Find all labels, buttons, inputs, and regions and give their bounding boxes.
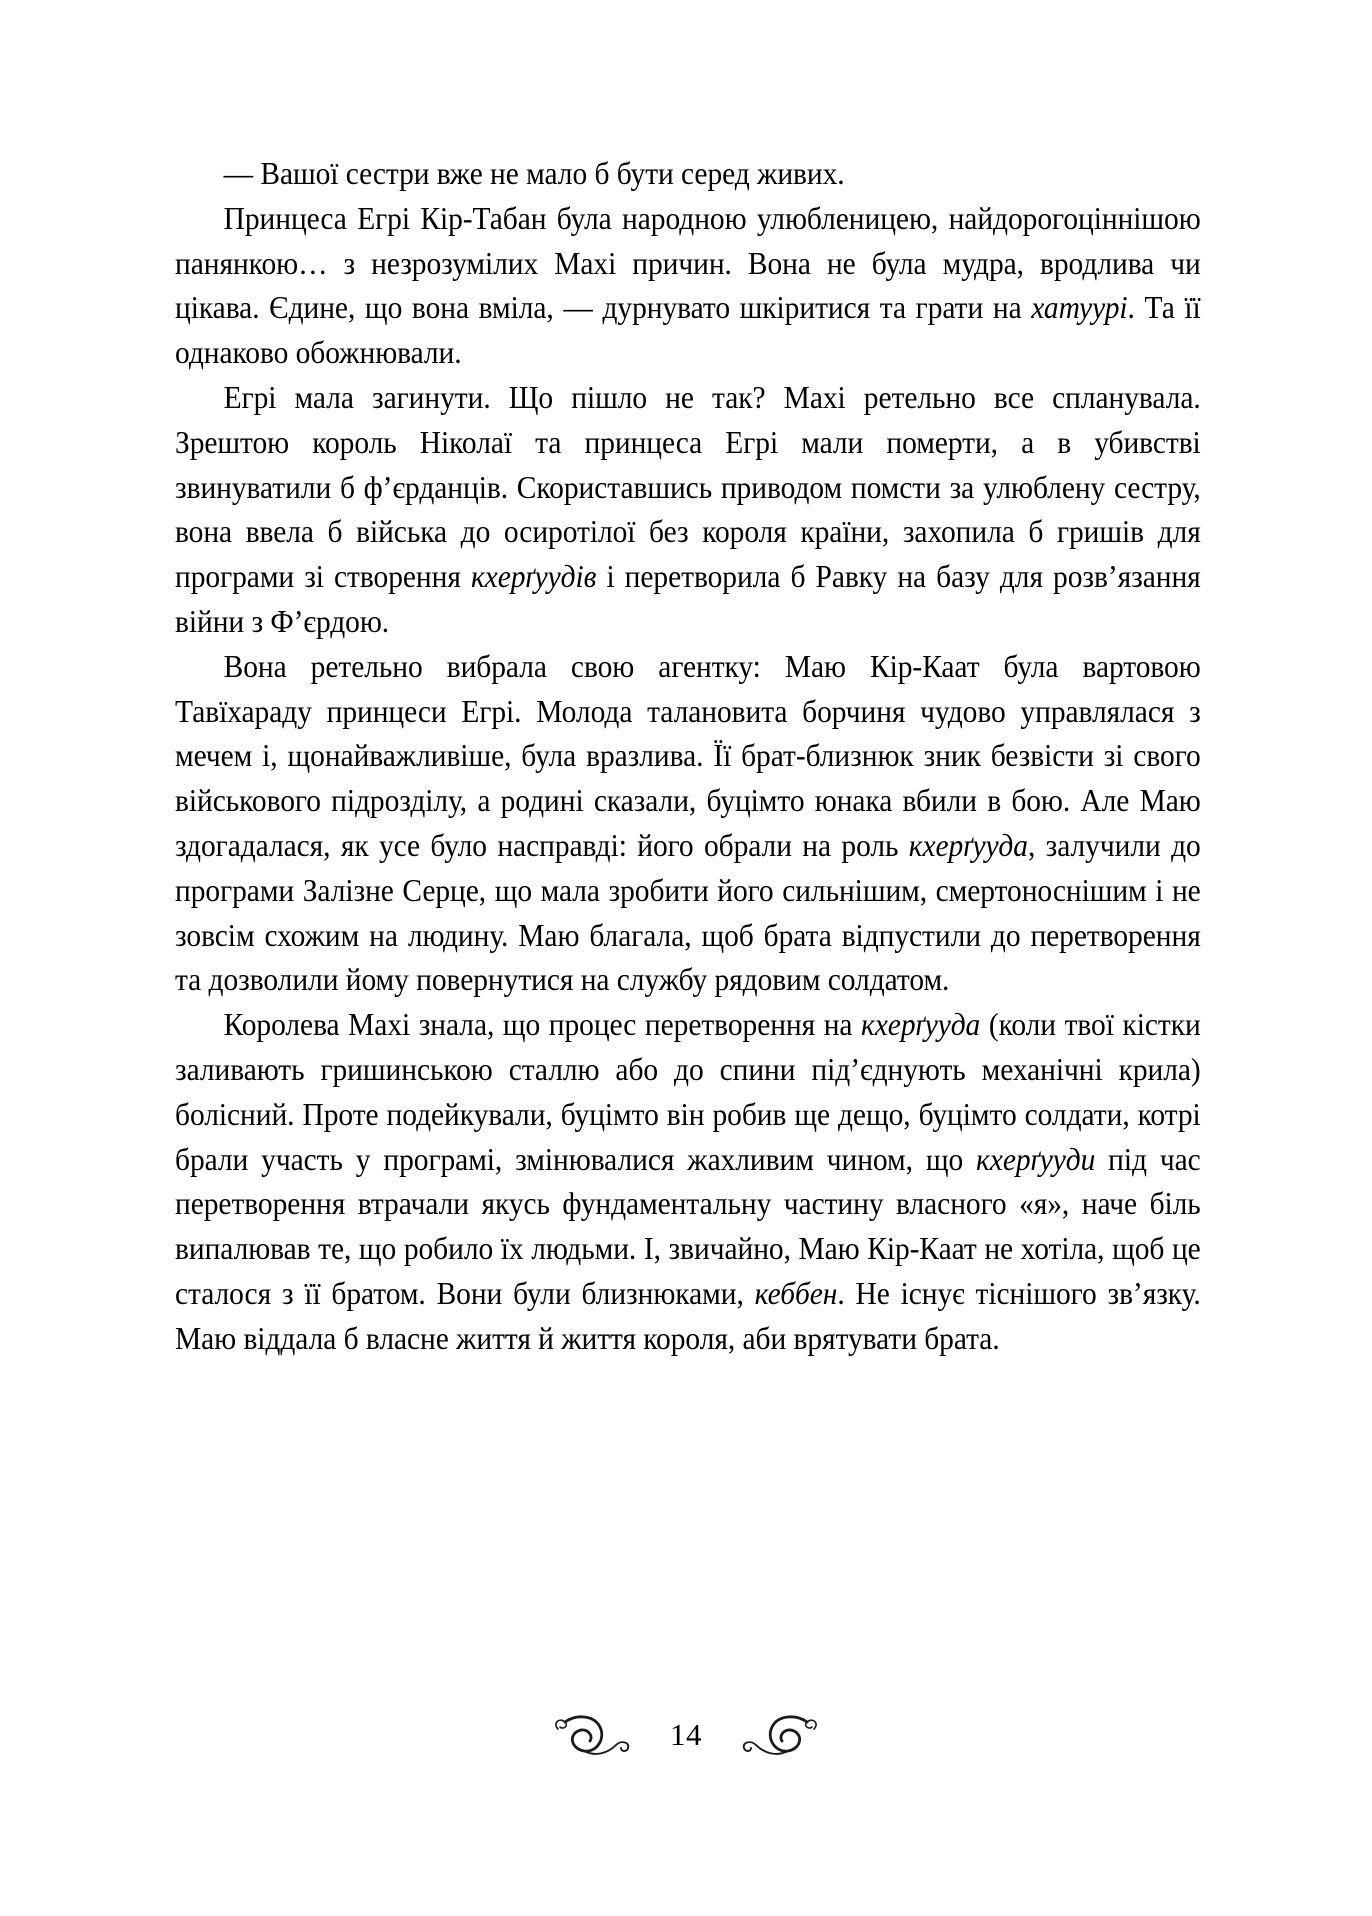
italic-term: кеббен [754, 1275, 838, 1311]
page-number: 14 [670, 1716, 702, 1752]
paragraph: Королева Махі знала, що процес перетворення на кхерґууда (коли твої кістки заливають гришинською сталлю або до спини підʼєднують механічні крила) болісний. Проте подейкували, буцімто він робив ще дещо, буцімто солдати, котрі брали участь у програмі, змінювалися жахливим чином, що кхерґууди під час перетворення втрачали якусь фундаментальну частину власного «я», наче біль випалював те, що робило їх людьми. І, звичайно, Маю Кір-Каат не хотіла, щоб це сталося з її братом. Вони були близнюками, кеббен. Не існує тіснішого звʼязку. Маю віддала б власне життя й життя короля, аби врятувати брата. [175, 1007, 1201, 1356]
italic-term: кхерґууда [861, 1007, 981, 1043]
italic-term: кхерґуудів [470, 559, 597, 595]
paragraph: — Вашої сестри вже не мало б бути серед живих. [223, 156, 845, 191]
paragraph: Егрі мала загинути. Що пішло не так? Махі ретельно все спланувала. Зрештою король Ніколаї та принцеса Егрі мали померти, а в убивстві звинуватили б фʼєрданців. Скориставшись приводом помсти за улюблену сестру, вона ввела б війська до осиротілої без короля країни, захопила б гришів для програми зі створення кхерґуудів і перетворила б Равку на базу для розвʼязання війни з Фʼєрдою. [175, 379, 1201, 639]
swirl-ornament-left-icon [548, 1709, 644, 1761]
page-text-block [175, 152, 1201, 1362]
paragraph: Принцеса Егрі Кір-Табан була народною улюбленицею, найдорогоціннішою панянкою… з незрозумілих Махі причин. Вона не була мудра, вродлива чи цікава. Єдине, що вона вміла, — дурнувато шкіритися та грати на хатуурі. Та її однаково обожнювали. [175, 200, 1201, 371]
italic-term: хатуурі [1031, 290, 1128, 326]
paragraph: Вона ретельно вибрала свою агентку: Маю Кір-Каат була вартовою Тавїхараду принцеси Егрі. Молода талановита борчиня чудово управлялася з мечем і, щонайважливіше, була вразлива. Її брат-близнюк зник безвісти зі свого військового підрозділу, а родині сказали, буцімто юнака вбили в бою. Але Маю здогадалася, як усе було насправді: його обрали на роль кхерґууда, залучили до програми Залізне Серце, що мала зробити його сильнішим, смертоноснішим і не зовсім схожим на людину. Маю благала, щоб брата відпустили до перетворення та дозволили йому повернутися на службу рядовим солдатом. [175, 648, 1201, 998]
italic-term: кхерґууда [908, 827, 1028, 863]
page-footer [0, 1690, 1372, 1780]
italic-term: кхерґууди [976, 1141, 1096, 1177]
swirl-ornament-right-icon [728, 1709, 824, 1761]
